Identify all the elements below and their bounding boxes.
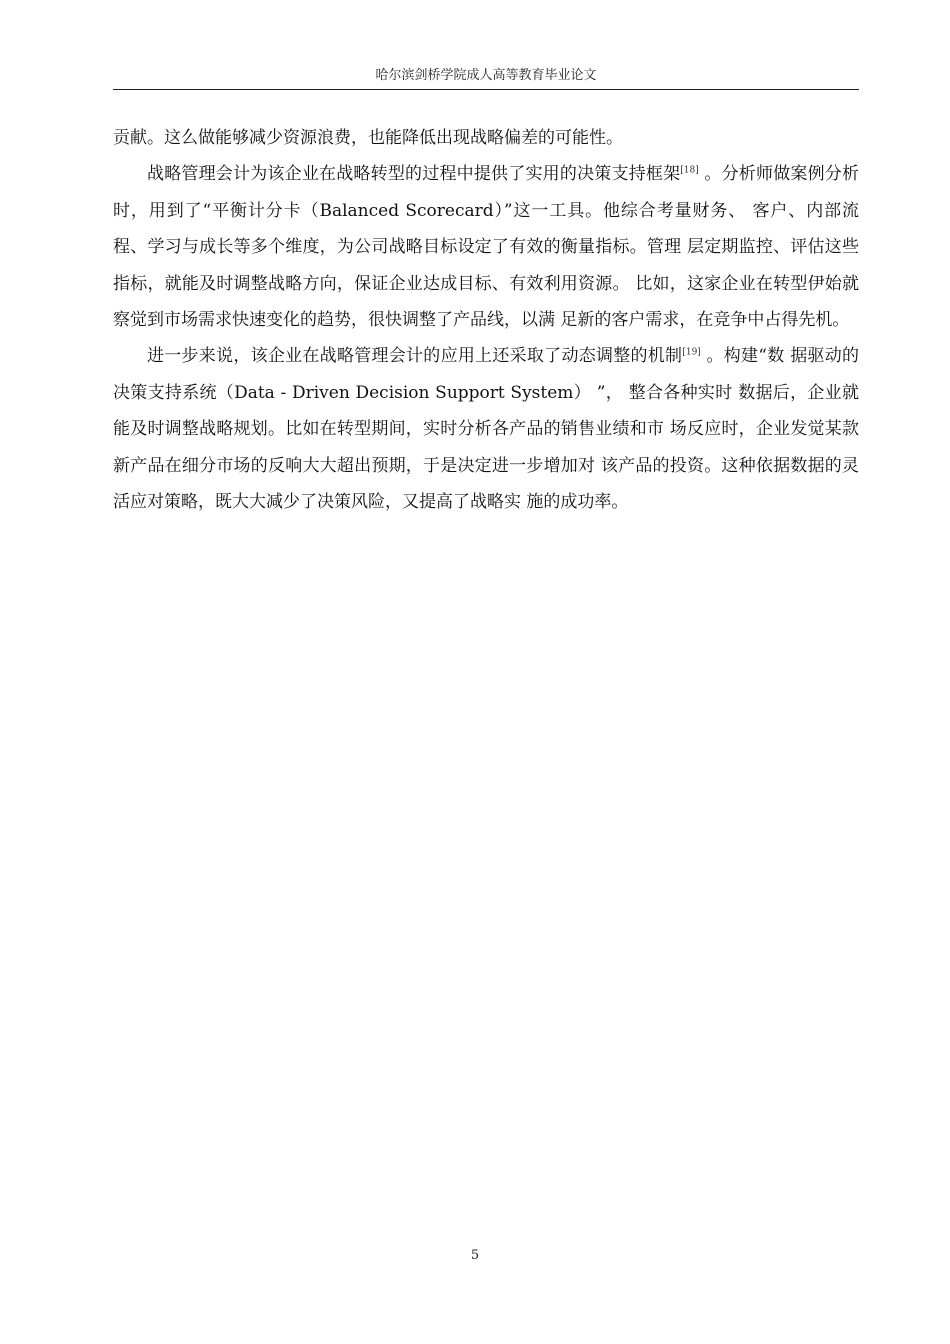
paragraph-3 [113, 338, 859, 520]
paragraph-2-text-after: 。分析师做案例分析时，用到了“平衡计分卡（Balanced Scorecard）”这一工具。他综合考量财务、 客户、内部流程、学习与成长等多个维度，为公司战略目标设定了有效的衡量指标。管理 层定期监控、评估这些指标，就能及时调整战略方向，保证企业达成目标、有效利用资源。 比如，这家企业在转型伊始就察觉到市场需求快速变化的趋势，很快调整了产品线，以满 足新的客户需求，在竞争中占得先机。 [113, 164, 860, 331]
paragraph-3-text-after: 。构建“数 据驱动的决策支持系统（Data - Driven Decision Support System） ”， 整合各种实时 数据后，企业就能及时调整战略规划。比如在转型期间，实时分析各产品的销售业绩和市 场反应时，企业发觉某款新产品在细分市场的反响大大超出预期，于是决定进一步增加对 该产品的投资。这种依据数据的灵活应对策略，既大大减少了决策风险，又提高了战略实 施的成功率。 [113, 346, 859, 513]
page-header [113, 63, 859, 90]
page-number: 5 [470, 1248, 480, 1263]
citation-19: [19] [682, 347, 701, 358]
paragraph-2 [113, 156, 859, 338]
citation-18: [18] [680, 165, 699, 176]
paragraph-1: 贡献。这么做能够减少资源浪费，也能降低出现战略偏差的可能性。 [113, 128, 623, 148]
paragraph-2-text-before: 战略管理会计为该企业在战略转型的过程中提供了实用的决策支持框架 [147, 164, 681, 185]
paragraph-3-text-before: 进一步来说，该企业在战略管理会计的应用上还采取了动态调整的机制 [147, 346, 683, 367]
document-body [113, 120, 859, 520]
header-title: 哈尔滨剑桥学院成人高等教育毕业论文 [375, 68, 597, 83]
